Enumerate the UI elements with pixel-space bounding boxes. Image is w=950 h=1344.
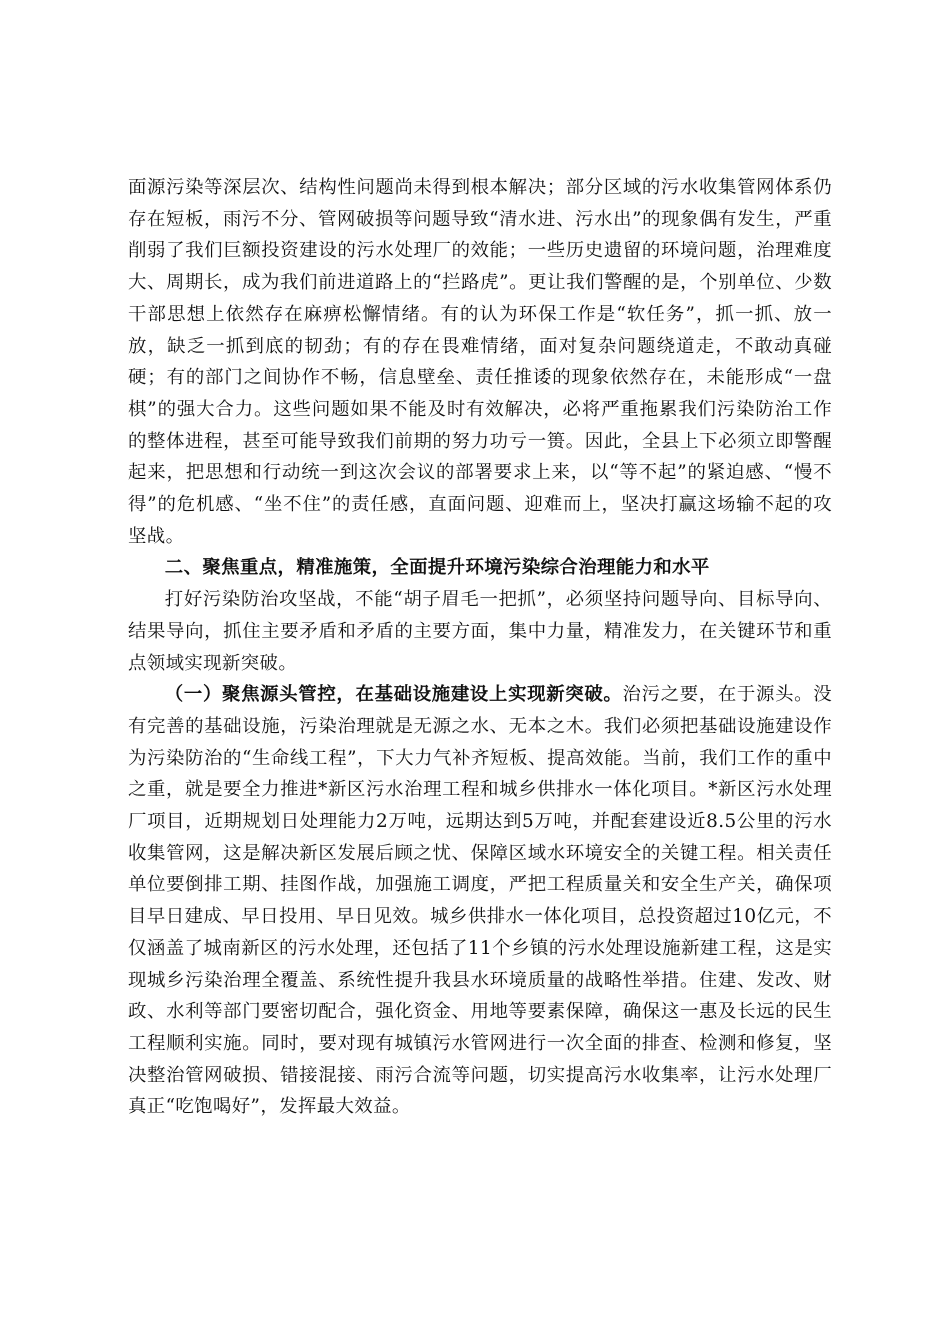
subsection-body: 治污之要，在于源头。没有完善的基础设施，污染治理就是无源之水、无本之木。我们必须把基础设施建设作为污染防治的“生命线工程”，下大力气补齐短板、提高效能。当前，我们工作的重中之重，就是要全力推进*新区污水治理工程和城乡供排水一体化项目。*新区污水处理厂项目，近期规划日处理能力2万吨，远期达到5万吨，并配套建设近8.5公里的污水收集管网，这是解决新区发展后顾之忧、保障区域水环境安全的关键工程。相关责任单位要倒排工期、挂图作战，加强施工调度，严把工程质量关和安全生产关，确保项目早日建成、早日投用、早日见效。城乡供排水一体化项目，总投资超过10亿元，不仅涵盖了城南新区的污水处理，还包括了11个乡镇的污水处理设施新建工程，这是实现城乡污染治理全覆盖、系统性提升我县水环境质量的战略性举措。住建、发改、财政、水利等部门要密切配合，强化资金、用地等要素保障，确保这一惠及长远的民生工程顺利实施。同时，要对现有城镇污水管网进行一次全面的排查、检测和修复，坚决整治管网破损、错接混接、雨污合流等问题，切实提高污水收集率，让污水处理厂真正“吃饱喝好”，发挥最大效益。 bbox=[128, 684, 832, 1118]
body-paragraph-subsection bbox=[128, 679, 832, 1123]
body-paragraph-intro: 打好污染防治攻坚战，不能“胡子眉毛一把抓”，必须坚持问题导向、目标导向、结果导向，抓住主要矛盾和矛盾的主要方面，集中力量，精准发力，在关键环节和重点领域实现新突破。 bbox=[128, 589, 832, 674]
body-paragraph-continued: 面源污染等深层次、结构性问题尚未得到根本解决；部分区域的污水收集管网体系仍存在短板，雨污不分、管网破损等问题导致“清水进、污水出”的现象偶有发生，严重削弱了我们巨额投资建设的污水处理厂的效能；一些历史遗留的环境问题，治理难度大、周期长，成为我们前进道路上的“拦路虎”。更让我们警醒的是，个别单位、少数干部思想上依然存在麻痹松懈情绪。有的认为环保工作是“软任务”，抓一抓、放一放，缺乏一抓到底的韧劲；有的存在畏难情绪，面对复杂问题绕道走，不敢动真碰硬；有的部门之间协作不畅，信息壁垒、责任推诿的现象依然存在，未能形成“一盘棋”的强大合力。这些问题如果不能及时有效解决，必将严重拖累我们污染防治工作的整体进程，甚至可能导致我们前期的努力功亏一篑。因此，全县上下必须立即警醒起来，把思想和行动统一到这次会议的部署要求上来，以“等不起”的紧迫感、“慢不得”的危机感、“坐不住”的责任感，直面问题、迎难而上，坚决打赢这场输不起的攻坚战。 bbox=[128, 177, 832, 547]
subsection-heading: （一）聚焦源头管控，在基础设施建设上实现新突破。 bbox=[164, 684, 623, 706]
section-heading: 二、聚焦重点，精准施策，全面提升环境污染综合治理能力和水平 bbox=[164, 557, 710, 579]
document-page bbox=[128, 172, 832, 1123]
